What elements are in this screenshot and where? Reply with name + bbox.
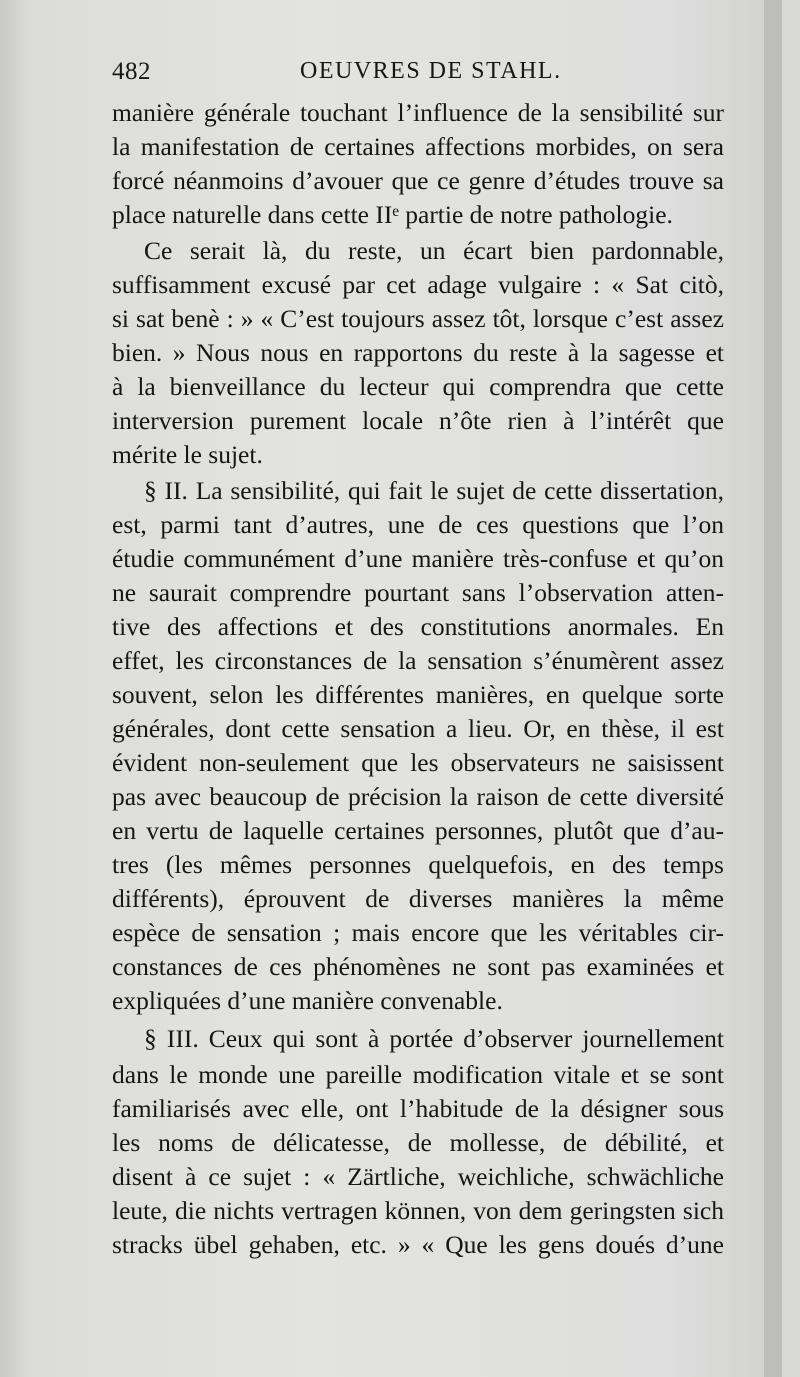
text-line: les noms de délicatesse, de mollesse, de débilité, et (112, 1128, 724, 1157)
text-line: forcé néanmoins d’avouer que ce genre d’études trouve sa (112, 166, 724, 195)
text-line: pas avec beaucoup de précision la raison de cette diversité (112, 782, 724, 811)
text-line: constances de ces phénomènes ne sont pas examinées et (112, 952, 724, 981)
text-line: ne saurait comprendre pourtant sans l’observation atten- (112, 578, 724, 607)
text-line: étudie communément d’une manière très-confuse et qu’on (112, 544, 724, 573)
text-line: générales, dont cette sensation a lieu. Or, en thèse, il est (112, 714, 724, 743)
text-line: disent à ce sujet : « Zärtliche, weichliche, schwächliche (112, 1162, 724, 1191)
text-line: à la bienveillance du lecteur qui comprendra que cette (112, 372, 724, 401)
text-line: dans le monde une pareille modification vitale et se sont (112, 1060, 724, 1089)
text-line: § III. Ceux qui sont à portée d’observer journellement (144, 1024, 724, 1053)
text-line: en vertu de laquelle certaines personnes, plutôt que d’au- (112, 816, 724, 845)
text-line: différents), éprouvent de diverses manières la même (112, 884, 724, 913)
text-line: § II. La sensibilité, qui fait le sujet de cette dissertation, (144, 476, 724, 505)
text-line: tres (les mêmes personnes quelquefois, en des temps (112, 850, 724, 879)
text-line: stracks übel gehaben, etc. » « Que les gens doués d’une (112, 1230, 724, 1259)
text-line: place naturelle dans cette IIᵉ partie de notre pathologie. (112, 200, 673, 229)
page-number: 482 (112, 58, 151, 85)
text-line: espèce de sensation ; mais encore que les véritables cir- (112, 918, 724, 947)
text-line: tive des affections et des constitutions anormales. En (112, 612, 724, 641)
running-title: OEUVRES DE STAHL. (300, 58, 562, 84)
text-line: si sat benè : » « C’est toujours assez tôt, lorsque c’est assez (112, 304, 724, 333)
text-line: effet, les circonstances de la sensation s’énumèrent assez (112, 646, 724, 675)
text-line: évident non-seulement que les observateurs ne saisissent (112, 748, 724, 777)
text-line: suffisamment excusé par cet adage vulgaire : « Sat citò, (112, 270, 724, 299)
running-head (112, 58, 724, 88)
text-line: la manifestation de certaines affections morbides, on sera (112, 132, 724, 161)
text-line: est, parmi tant d’autres, une de ces questions que l’on (112, 510, 724, 539)
text-line: leute, die nichts vertragen können, von dem geringsten sich (112, 1196, 724, 1225)
page-edge (764, 0, 782, 1377)
text-line: mérite le sujet. (112, 440, 263, 469)
text-line: manière générale touchant l’influence de la sensibilité sur (112, 98, 724, 127)
text-line: bien. » Nous nous en rapportons du reste à la sagesse et (112, 338, 724, 367)
text-line: familiarisés avec elle, ont l’habitude de la désigner sous (112, 1094, 724, 1123)
text-line: souvent, selon les différentes manières, en quelque sorte (112, 680, 724, 709)
text-line: expliquées d’une manière convenable. (112, 986, 503, 1015)
text-line: interversion purement locale n’ôte rien à l’intérêt que (112, 406, 724, 435)
text-line: Ce serait là, du reste, un écart bien pardonnable, (144, 236, 724, 265)
